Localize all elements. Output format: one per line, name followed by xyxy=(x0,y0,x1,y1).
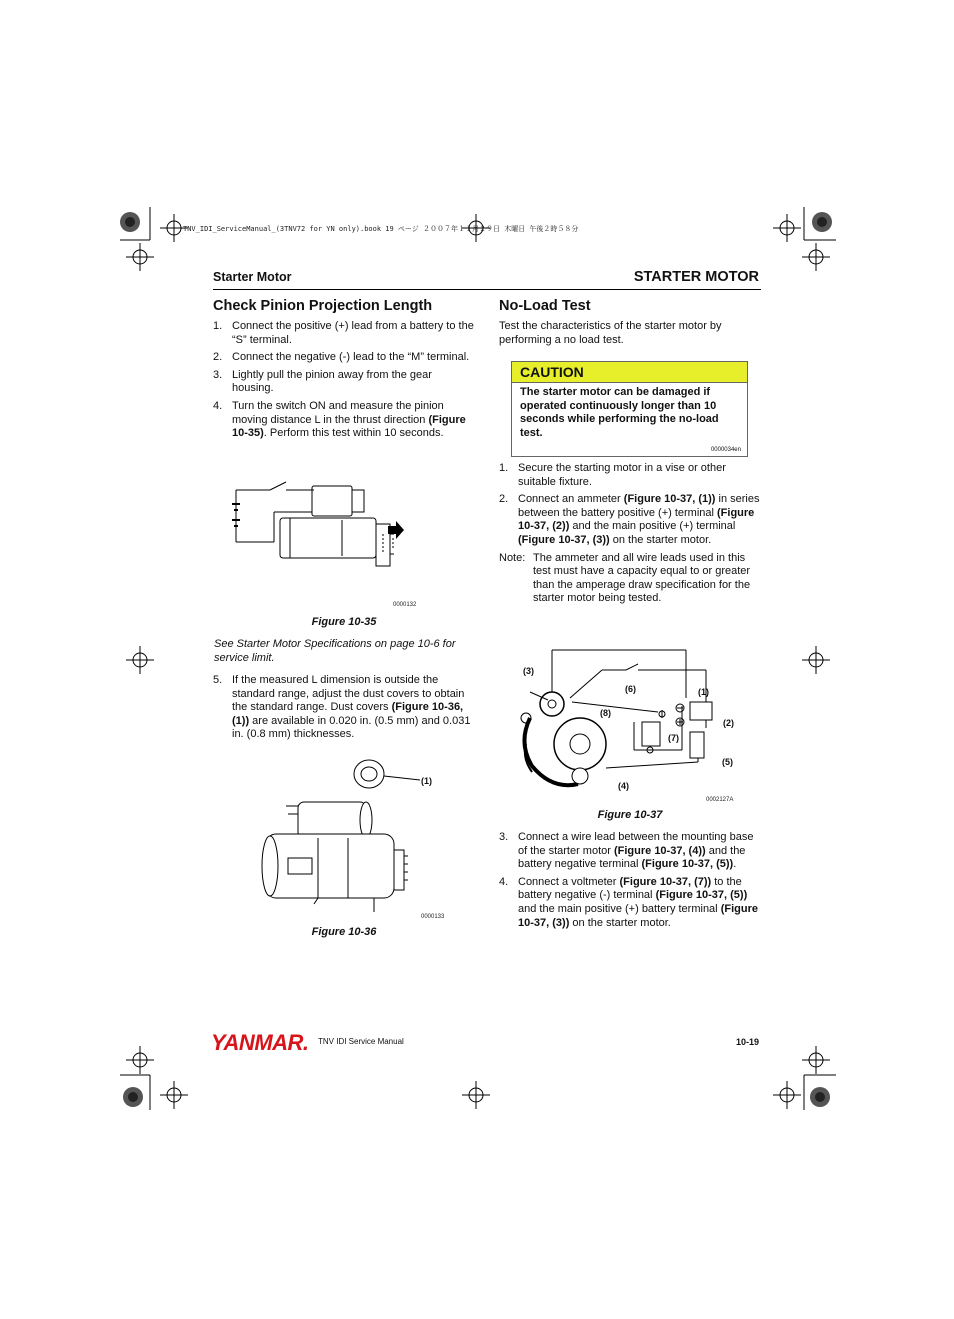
step-item: 2. Connect an ammeter (Figure 10-37, (1)) in series between the battery positive (+) terminal (Figure 10-37, (2)) and the main positive (+) terminal (Figure 10-37, (3)) on the starter motor. xyxy=(499,493,760,546)
figure-10-37-caption: Figure 10-37 xyxy=(597,809,663,821)
step-item: 2. Connect the negative (-) lead to the “M” terminal. xyxy=(213,351,470,364)
no-load-intro: Test the characteristics of the starter motor by performing a no load test. xyxy=(499,320,722,346)
figure-10-37-label-8: (8) xyxy=(600,708,611,718)
figure-10-35-code: 0000132 xyxy=(393,602,417,608)
figure-10-37-label-2: (2) xyxy=(723,718,734,728)
pinion-steps xyxy=(213,320,475,445)
pinion-step-5 xyxy=(213,674,475,746)
caution-heading: CAUTION xyxy=(512,362,747,383)
figure-10-37-label-1: (1) xyxy=(698,687,709,697)
print-info-line: TNV_IDI_ServiceManual_(3TNV72 for YN only).book 19 ページ ２００７年１１月２９日 木曜日 午後２時５８分 xyxy=(183,225,579,233)
chapter-header: STARTER MOTOR xyxy=(633,269,759,285)
check-pinion-title: Check Pinion Projection Length xyxy=(213,298,433,314)
step-item: 1. Secure the starting motor in a vise or other suitable fixture. xyxy=(499,462,726,488)
figure-10-36-code: 0000133 xyxy=(421,914,445,920)
figure-10-36-caption: Figure 10-36 xyxy=(311,926,377,938)
figure-10-37-label-6: (6) xyxy=(625,684,636,694)
section-header: Starter Motor xyxy=(213,270,292,284)
page-number: 10-19 xyxy=(735,1037,759,1047)
figure-10-37-label-7: (7) xyxy=(668,733,679,743)
step-item: 4. Turn the switch ON and measure the pinion moving distance L in the thrust direction (Figure 10-35). Perform this test within 10 seconds. xyxy=(213,399,466,440)
caution-box xyxy=(511,361,748,457)
step-item: 1. Connect the positive (+) lead from a battery to the “S” terminal. xyxy=(213,320,474,346)
step-item: 5. If the measured L dimension is outside the standard range, adjust the dust covers to obtain the standard range. Dust covers (Figure 10-36, (1)) are available in 0.020 in. (0.5 mm) and 0.031 in. (0.8 mm) thicknesses. xyxy=(213,674,471,741)
step-item: 3. Lightly pull the pinion away from the gear housing. xyxy=(213,368,432,395)
figure-10-37-label-4: (4) xyxy=(618,781,629,791)
figure-10-36-label: (1) xyxy=(421,776,432,786)
figure-10-37-label-5: (5) xyxy=(722,757,733,767)
step-item: 3. Connect a wire lead between the mounting base of the starter motor (Figure 10-37, (4)) and the battery negative terminal (Figure 10-37, (5)). xyxy=(499,831,754,871)
footer-manual-title: TNV IDI Service Manual xyxy=(318,1037,404,1046)
step-item: 4. Connect a voltmeter (Figure 10-37, (7)) to the battery negative (-) terminal (Figure 10-37, (5)) and the main positive (+) battery terminal (Figure 10-37, (3)) on the starter motor. xyxy=(499,875,758,929)
figure-10-37-diagram xyxy=(512,648,752,798)
no-load-steps-continued xyxy=(499,831,761,934)
figure-10-37-code: 0002127A xyxy=(706,797,734,803)
figure-10-35-diagram xyxy=(232,480,412,580)
caution-text: The starter motor can be damaged if operated continuously longer than 10 seconds while performing the no-load test. xyxy=(520,386,719,439)
no-load-steps xyxy=(499,462,761,606)
header-rule xyxy=(213,289,761,290)
figure-10-35-caption: Figure 10-35 xyxy=(311,616,377,628)
yanmar-logo: YANMAR. xyxy=(211,1030,309,1055)
specifications-note: See Starter Motor Specifications on page 10-6 for service limit. xyxy=(214,638,456,664)
figure-10-36-diagram xyxy=(258,754,438,916)
no-load-test-title: No-Load Test xyxy=(499,298,591,314)
ammeter-note: Note: The ammeter and all wire leads used in this test must have a capacity equal to or greater than the amperage draw specification for the starter motor being tested. xyxy=(499,551,751,605)
caution-code: 0000034en xyxy=(710,447,741,453)
figure-10-37-label-3: (3) xyxy=(523,666,534,676)
